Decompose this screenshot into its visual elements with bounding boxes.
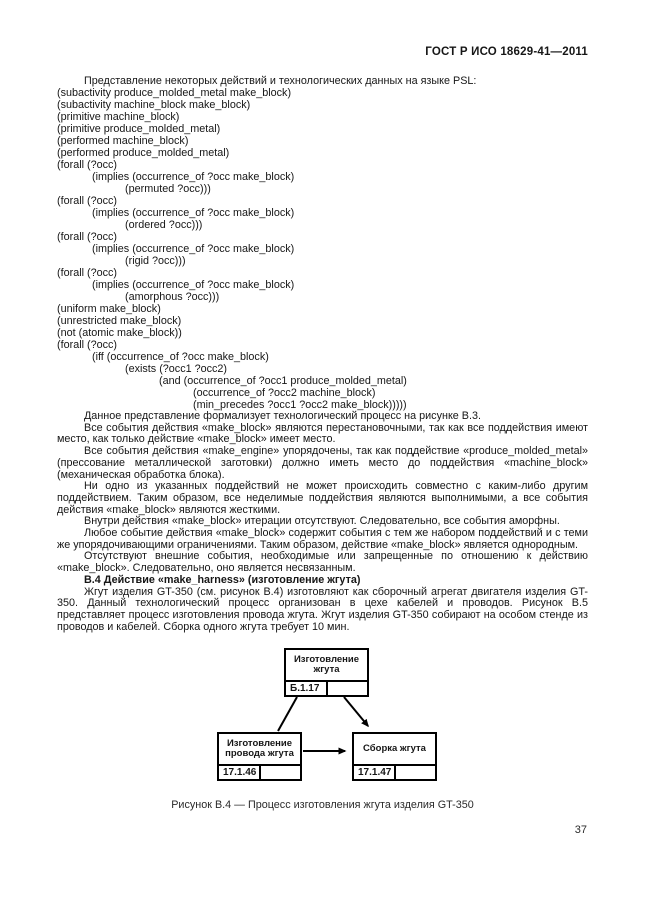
page-number: 37 — [574, 824, 587, 836]
code-line: (forall (?occ) — [57, 267, 117, 279]
figure-caption: Рисунок В.4 — Процесс изготовления жгута изделия GT-350 — [171, 799, 474, 812]
paragraph: Жгут изделия GT-350 (см. рисунок В.4) изготовляют как сборочный агрегат двигателя изделия GT-350. Данный технологический процесс организован в цехе кабелей и проводов. Рисунок В.5 представляет процесс изготовления провода жгута. Жгут изделия GT-350 собирают на особом стенде из проводов и кабелей. Сборка одного жгута требует 10 мин. — [57, 585, 588, 633]
code-line: (ordered ?occ))) — [125, 219, 203, 231]
activity-number: 17.1.47 — [354, 766, 396, 779]
activity-title: Сборка жгута — [363, 743, 426, 755]
code-line: (primitive produce_molded_metal) — [57, 123, 221, 135]
activity-title: Изготовление жгута — [293, 653, 360, 676]
figure-b4 — [57, 641, 588, 836]
paragraph: Все события действия «make_block» являются перестановочными, так как все поддействия имеют место, как только действие «make_block» имеет место. — [57, 421, 588, 446]
code-line: (iff (occurrence_of ?occ make_block) — [92, 351, 269, 363]
activity-id-strip — [219, 764, 300, 779]
activity-box-assemble-harness — [352, 732, 437, 781]
code-line: (implies (occurrence_of ?occ make_block) — [92, 279, 295, 291]
code-line: (implies (occurrence_of ?occ make_block) — [92, 171, 295, 183]
code-line: (performed produce_molded_metal) — [57, 147, 230, 159]
code-line: (forall (?occ) — [57, 195, 117, 207]
activity-number-empty-cell — [261, 766, 300, 779]
activity-number-empty-cell — [396, 766, 435, 779]
intro-paragraph: Представление некоторых действий и технологических данных на языке PSL: — [84, 75, 477, 87]
code-line: (amorphous ?occ))) — [125, 291, 220, 303]
activity-id-strip — [286, 680, 367, 695]
code-line: (performed machine_block) — [57, 135, 189, 147]
code-line: (subactivity machine_block make_block) — [57, 99, 251, 111]
activity-title: Изготовление провода жгута — [225, 737, 294, 760]
paragraph: Ни одно из указанных поддействий не может происходить совместно с каким-либо другим поддействием. Таким образом, все неделимые поддействия являются выполнимыми, а все события действия «make_block» являются жесткими. — [57, 480, 588, 516]
activity-box-make-wire — [217, 732, 302, 781]
code-line: (implies (occurrence_of ?occ make_block) — [92, 243, 295, 255]
code-line: (permuted ?occ))) — [125, 183, 211, 195]
paragraph: Любое событие действия «make_block» содержит события с тем же набором поддействий и с теми же упорядочивающими ограничениями. Таким образом, действие «make_block» является однородным. — [57, 527, 588, 551]
code-line: (and (occurrence_of ?occ1 produce_molded_metal) — [159, 375, 407, 387]
code-line: (subactivity produce_molded_metal make_block) — [57, 87, 292, 99]
code-line: (unrestricted make_block) — [57, 315, 182, 327]
code-line: (occurrence_of ?occ2 machine_block) — [193, 387, 376, 399]
code-line: (not (atomic make_block)) — [57, 327, 182, 339]
psl-code-block — [57, 87, 588, 411]
code-line: (forall (?occ) — [57, 159, 117, 171]
paragraph: Данное представление формализует технологический процесс на рисунке В.3. — [84, 410, 482, 422]
standard-designation: ГОСТ Р ИСО 18629-41—2011 — [425, 46, 588, 58]
paragraph: Отсутствуют внешние события, необходимые или запрещенные по отношению к действию «make_block». Следовательно, оно является несвязанным. — [57, 550, 588, 575]
body-paragraphs — [57, 411, 588, 633]
page-content — [57, 46, 588, 836]
paragraph: Все события действия «make_engine» упорядочены, так как поддействие «produce_molded_metal» (прессование металлической заготовки) должно иметь место до поддействия «machine_block» (механическая обработка блока). — [57, 445, 588, 481]
code-line: (min_precedes ?occ1 ?occ2 make_block))))) — [193, 399, 407, 411]
code-line: (implies (occurrence_of ?occ make_block) — [92, 207, 295, 219]
paragraph: Внутри действия «make_block» итерации отсутствуют. Следовательно, все события аморфны. — [84, 515, 560, 528]
code-line: (primitive machine_block) — [57, 111, 180, 123]
code-line: (rigid ?occ))) — [125, 255, 186, 267]
code-line: (forall (?occ) — [57, 231, 117, 243]
activity-number: Б.1.17 — [286, 682, 328, 695]
code-line: (uniform make_block) — [57, 303, 161, 315]
section-heading: В.4 Действие «make_harness» (изготовление жгута) — [84, 573, 361, 586]
activity-id-strip — [354, 764, 435, 779]
activity-number-empty-cell — [328, 682, 367, 695]
code-line: (exists (?occ1 ?occ2) — [125, 363, 228, 375]
activity-box-make-harness — [284, 648, 369, 697]
code-line: (forall (?occ) — [57, 339, 117, 351]
activity-number: 17.1.46 — [219, 766, 261, 779]
